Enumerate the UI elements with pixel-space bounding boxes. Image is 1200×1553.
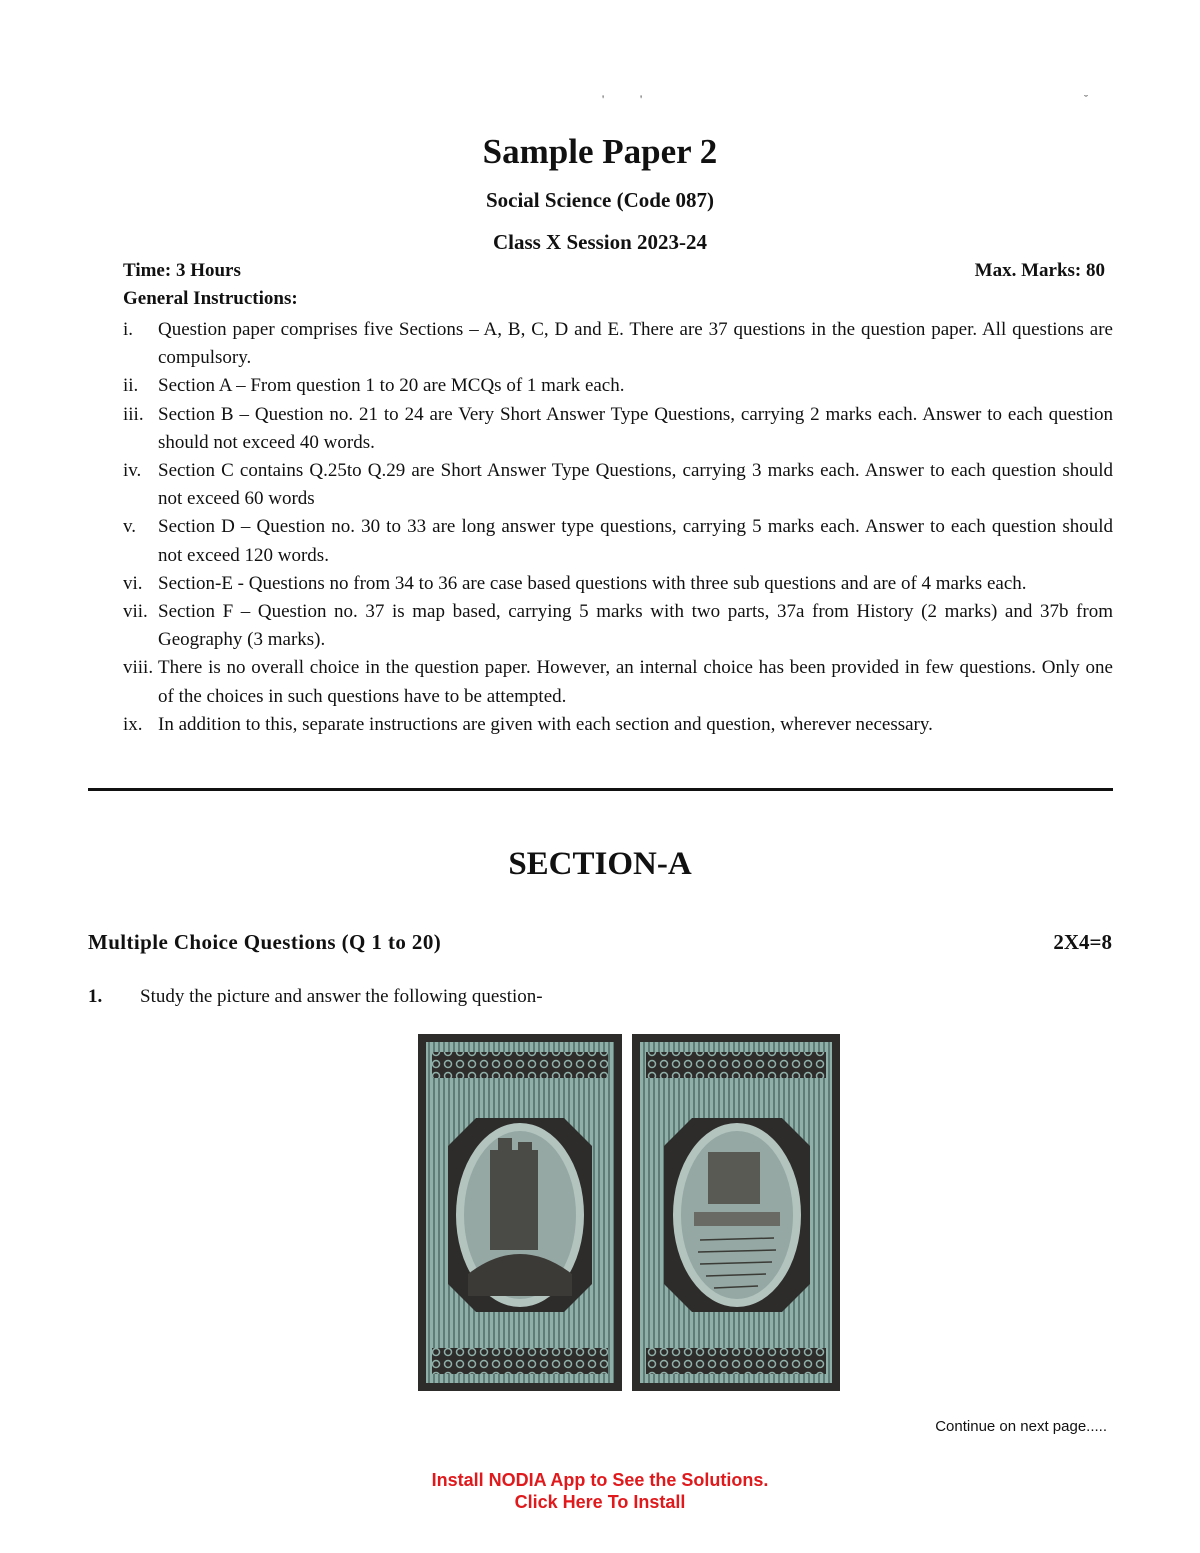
- instruction-text: Section B – Question no. 21 to 24 are Very Short Answer Type Questions, carrying 2 marks each. Answer to each question should not exceed 40 words.: [158, 403, 1113, 453]
- instruction-number: v.: [123, 516, 137, 538]
- instruction-text: Section-E - Questions no from 34 to 36 are case based questions with three sub questions and are of 4 marks each.: [158, 572, 1027, 594]
- section-a-title: SECTION-A: [508, 846, 692, 882]
- cropped-header-marks: ' ' ˘: [602, 92, 1088, 106]
- mcq-heading: Multiple Choice Questions (Q 1 to 20): [88, 930, 442, 954]
- instruction-text: There is no overall choice in the question paper. However, an internal choice has been provided in few questions. Only one of the choices in such questions have to be attempted.: [158, 657, 1113, 707]
- mcq-marks: 2X4=8: [1053, 930, 1112, 954]
- left-book-cover: [418, 1034, 622, 1391]
- instruction-number: i.: [123, 319, 134, 340]
- question-text: Study the picture and answer the following question-: [140, 986, 543, 1007]
- question-number: 1.: [88, 986, 103, 1007]
- mcq-heading-row: [88, 930, 1112, 960]
- instruction-number: vi.: [123, 572, 143, 594]
- instructions-list: [123, 316, 1113, 739]
- instruction-item: [123, 316, 1113, 372]
- instruction-item: [123, 513, 1113, 569]
- paper-title: Sample Paper 2: [482, 132, 718, 171]
- right-book-cover: [632, 1034, 840, 1391]
- session-line: Class X Session 2023-24: [492, 230, 708, 254]
- general-instructions-heading: General Instructions:: [123, 288, 298, 309]
- instruction-item: [123, 711, 1113, 739]
- subject-line: Social Science (Code 087): [485, 188, 715, 212]
- instruction-number: ix.: [123, 713, 143, 735]
- instruction-item: [123, 401, 1113, 457]
- click-to-install-link[interactable]: Click Here To Install: [514, 1492, 686, 1512]
- instruction-number: viii.: [123, 657, 154, 679]
- instruction-text: Section F – Question no. 37 is map based, carrying 5 marks with two parts, 37a from History (2 marks) and 37b from Geography (3 marks).: [158, 601, 1113, 651]
- instruction-item: [123, 654, 1113, 710]
- instruction-text: Section A – From question 1 to 20 are MCQs of 1 mark each.: [158, 375, 625, 397]
- book-covers-picture: [418, 1034, 840, 1391]
- time-marks-row: [123, 260, 1105, 286]
- instruction-number: iv.: [123, 460, 142, 482]
- instruction-item: [123, 372, 1113, 400]
- instruction-item: [123, 570, 1113, 598]
- continue-note: Continue on next page.....: [935, 1418, 1107, 1435]
- time-label: Time: 3 Hours: [123, 260, 241, 281]
- instruction-text: In addition to this, separate instructions are given with each section and question, wherever necessary.: [158, 713, 933, 735]
- horizontal-divider: [88, 788, 1113, 791]
- instruction-item: [123, 598, 1113, 654]
- instruction-number: vii.: [123, 601, 148, 623]
- instruction-text: Section C contains Q.25to Q.29 are Short Answer Type Questions, carrying 3 marks each. Answer to each question should not exceed 60 words: [158, 460, 1113, 510]
- instruction-number: iii.: [123, 403, 144, 425]
- instruction-number: ii.: [123, 375, 139, 397]
- instruction-item: [123, 457, 1113, 513]
- max-marks-label: Max. Marks: 80: [974, 260, 1105, 281]
- install-app-link[interactable]: Install NODIA App to See the Solutions.: [431, 1470, 769, 1490]
- instruction-text: Question paper comprises five Sections – A, B, C, D and E. There are 37 questions in the question paper. All questions are compulsory.: [158, 319, 1113, 369]
- instruction-text: Section D – Question no. 30 to 33 are long answer type questions, carrying 5 marks each. Answer to each question should not exceed 120 words.: [158, 516, 1113, 566]
